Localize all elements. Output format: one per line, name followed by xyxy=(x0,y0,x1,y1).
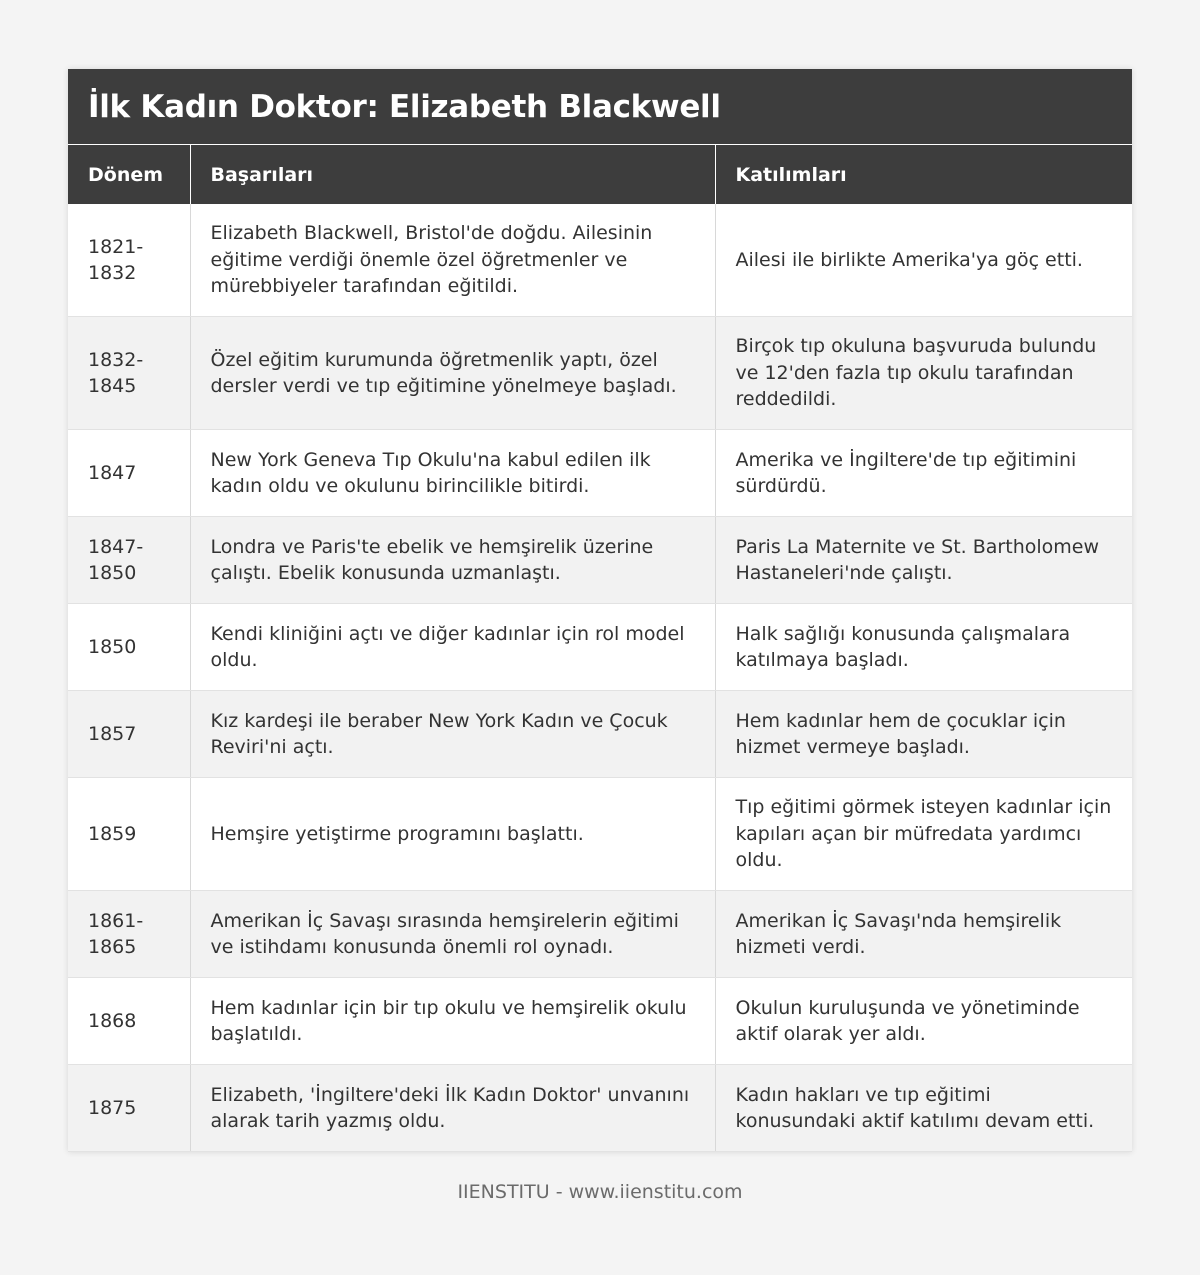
participation-cell: Amerika ve İngiltere'de tıp eğitimini sürdürdü. xyxy=(715,430,1132,517)
participation-cell: Halk sağlığı konusunda çalışmalara katılmaya başladı. xyxy=(715,604,1132,691)
table-row xyxy=(68,1065,1132,1152)
participation-cell: Tıp eğitimi görmek isteyen kadınlar için kapıları açan bir müfredata yardımcı oldu. xyxy=(715,778,1132,891)
timeline-card xyxy=(68,69,1132,1152)
achievements-cell: New York Geneva Tıp Okulu'na kabul edilen ilk kadın oldu ve okulunu birincilikle bitirdi. xyxy=(190,430,715,517)
table-row xyxy=(68,691,1132,778)
participation-cell: Paris La Maternite ve St. Bartholomew Hastaneleri'nde çalıştı. xyxy=(715,517,1132,604)
page-title: İlk Kadın Doktor: Elizabeth Blackwell xyxy=(88,88,721,125)
participation-cell: Okulun kuruluşunda ve yönetiminde aktif olarak yer aldı. xyxy=(715,978,1132,1065)
table-row xyxy=(68,204,1132,317)
period-cell: 1847 xyxy=(68,430,190,517)
achievements-cell: Özel eğitim kurumunda öğretmenlik yaptı, özel dersler verdi ve tıp eğitimine yönelmeye başladı. xyxy=(190,317,715,430)
achievements-cell: Elizabeth, 'İngiltere'deki İlk Kadın Doktor' unvanını alarak tarih yazmış oldu. xyxy=(190,1065,715,1152)
column-header-achievements: Başarıları xyxy=(190,145,715,204)
period-cell: 1821-1832 xyxy=(68,204,190,317)
achievements-cell: Londra ve Paris'te ebelik ve hemşirelik üzerine çalıştı. Ebelik konusunda uzmanlaştı. xyxy=(190,517,715,604)
period-cell: 1868 xyxy=(68,978,190,1065)
title-bar xyxy=(68,69,1132,145)
table-row xyxy=(68,778,1132,891)
header-row xyxy=(68,145,1132,204)
achievements-cell: Hemşire yetiştirme programını başlattı. xyxy=(190,778,715,891)
timeline-table xyxy=(68,145,1132,1152)
column-header-participation: Katılımları xyxy=(715,145,1132,204)
column-header-period: Dönem xyxy=(68,145,190,204)
period-cell: 1832-1845 xyxy=(68,317,190,430)
table-row xyxy=(68,317,1132,430)
period-cell: 1857 xyxy=(68,691,190,778)
achievements-cell: Kendi kliniğini açtı ve diğer kadınlar için rol model oldu. xyxy=(190,604,715,691)
table-row xyxy=(68,517,1132,604)
participation-cell: Kadın hakları ve tıp eğitimi konusundaki aktif katılımı devam etti. xyxy=(715,1065,1132,1152)
achievements-cell: Elizabeth Blackwell, Bristol'de doğdu. Ailesinin eğitime verdiği önemle özel öğretmenler ve mürebbiyeler tarafından eğitildi. xyxy=(190,204,715,317)
participation-cell: Birçok tıp okuluna başvuruda bulundu ve 12'den fazla tıp okulu tarafından reddedildi. xyxy=(715,317,1132,430)
participation-cell: Hem kadınlar hem de çocuklar için hizmet vermeye başladı. xyxy=(715,691,1132,778)
participation-cell: Amerikan İç Savaşı'nda hemşirelik hizmeti verdi. xyxy=(715,891,1132,978)
table-row xyxy=(68,891,1132,978)
table-row xyxy=(68,604,1132,691)
period-cell: 1861-1865 xyxy=(68,891,190,978)
table-row xyxy=(68,978,1132,1065)
achievements-cell: Kız kardeşi ile beraber New York Kadın ve Çocuk Reviri'ni açtı. xyxy=(190,691,715,778)
table-row xyxy=(68,430,1132,517)
achievements-cell: Hem kadınlar için bir tıp okulu ve hemşirelik okulu başlatıldı. xyxy=(190,978,715,1065)
achievements-cell: Amerikan İç Savaşı sırasında hemşirelerin eğitimi ve istihdamı konusunda önemli rol oynadı. xyxy=(190,891,715,978)
period-cell: 1847-1850 xyxy=(68,517,190,604)
participation-cell: Ailesi ile birlikte Amerika'ya göç etti. xyxy=(715,204,1132,317)
footer-credit: IIENSTITU - www.iienstitu.com xyxy=(457,1181,743,1203)
period-cell: 1850 xyxy=(68,604,190,691)
period-cell: 1859 xyxy=(68,778,190,891)
period-cell: 1875 xyxy=(68,1065,190,1152)
